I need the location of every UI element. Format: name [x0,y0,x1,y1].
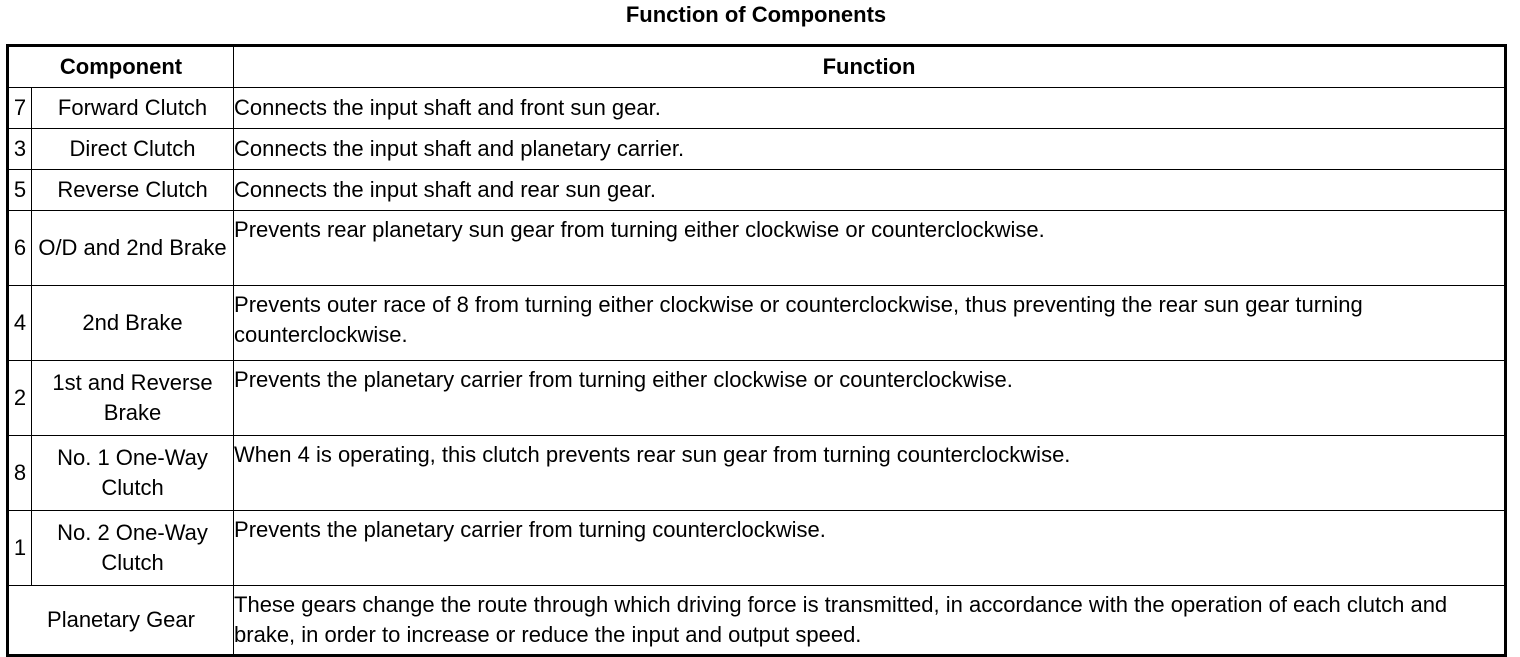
component-function: Prevents outer race of 8 from turning either clockwise or counterclockwise, thus preventing the rear sun gear turning counterclockwise. [234,286,1506,361]
table-row [8,361,1506,436]
component-name: Planetary Gear [8,586,234,656]
table-row [8,129,1506,170]
component-function: Prevents the planetary carrier from turning either clockwise or counterclockwise. [234,361,1506,436]
component-function: Connects the input shaft and front sun gear. [234,88,1506,129]
component-name: No. 2 One-Way Clutch [32,511,234,586]
table-row [8,511,1506,586]
component-number: 8 [8,436,32,511]
component-name: Direct Clutch [32,129,234,170]
component-function: Connects the input shaft and planetary carrier. [234,129,1506,170]
component-name: 2nd Brake [32,286,234,361]
component-number: 5 [8,170,32,211]
table-row [8,286,1506,361]
component-header: Component [8,46,234,88]
component-name: Forward Clutch [32,88,234,129]
component-number: 2 [8,361,32,436]
component-function: When 4 is operating, this clutch prevents rear sun gear from turning counterclockwise. [234,436,1506,511]
table-row [8,586,1506,656]
table-row [8,211,1506,286]
component-function: Connects the input shaft and rear sun gear. [234,170,1506,211]
component-number: 7 [8,88,32,129]
component-number: 3 [8,129,32,170]
component-number: 4 [8,286,32,361]
component-function: These gears change the route through which driving force is transmitted, in accordance with the operation of each clutch and brake, in order to increase or reduce the input and output speed. [234,586,1506,656]
table-row [8,170,1506,211]
component-name: O/D and 2nd Brake [32,211,234,286]
component-name: No. 1 One-Way Clutch [32,436,234,511]
components-table [6,44,1507,657]
component-number: 1 [8,511,32,586]
component-name: Reverse Clutch [32,170,234,211]
header-row [8,46,1506,88]
function-header: Function [234,46,1506,88]
table-row [8,436,1506,511]
component-function: Prevents the planetary carrier from turning counterclockwise. [234,511,1506,586]
table-row [8,88,1506,129]
component-number: 6 [8,211,32,286]
page-title: Function of Components [625,2,887,27]
component-name: 1st and Reverse Brake [32,361,234,436]
component-function: Prevents rear planetary sun gear from turning either clockwise or counterclockwise. [234,211,1506,286]
